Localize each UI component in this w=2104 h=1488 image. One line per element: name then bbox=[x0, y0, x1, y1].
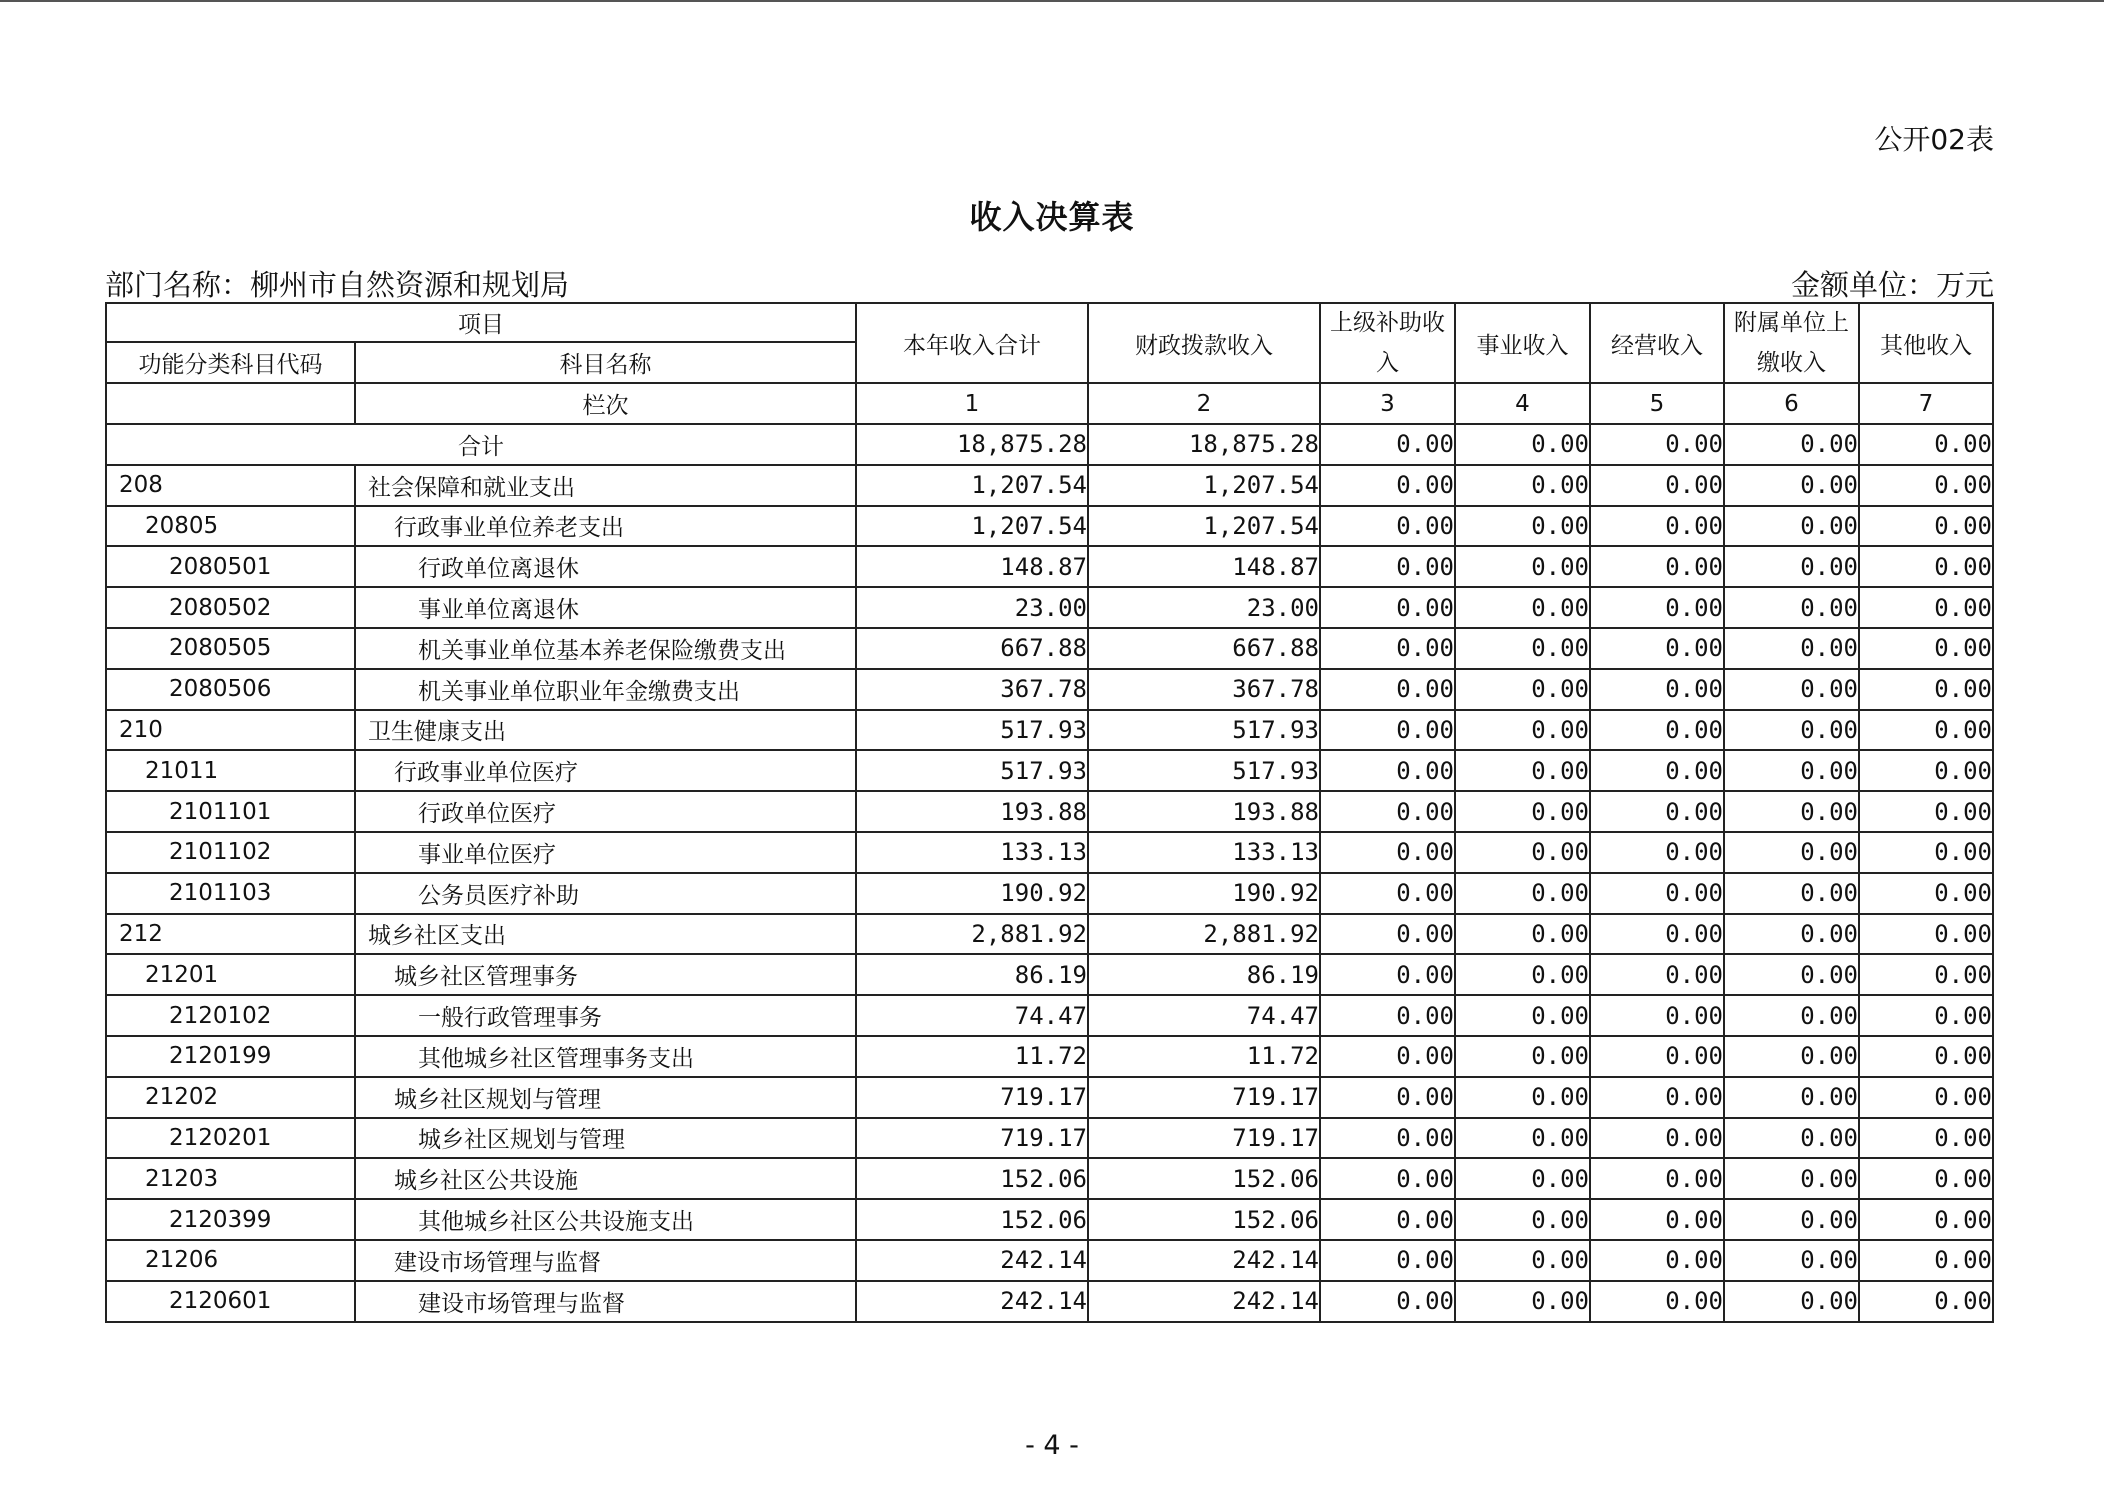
row-other-income: 0.00 bbox=[1860, 629, 1994, 670]
department-name: 部门名称：柳州市自然资源和规划局 bbox=[105, 268, 570, 302]
row-business-income: 0.00 bbox=[1456, 1159, 1591, 1200]
row-affiliate-income: 0.00 bbox=[1725, 507, 1860, 548]
row-affiliate-income: 0.00 bbox=[1725, 547, 1860, 588]
row-business-income: 0.00 bbox=[1456, 792, 1591, 833]
row-other-income: 0.00 bbox=[1860, 1282, 1994, 1323]
row-other-income: 0.00 bbox=[1860, 670, 1994, 711]
row-operating-income: 0.00 bbox=[1591, 670, 1725, 711]
row-business-income: 0.00 bbox=[1456, 955, 1591, 996]
row-other-income: 0.00 bbox=[1860, 955, 1994, 996]
row-other-income: 0.00 bbox=[1860, 588, 1994, 629]
row-business-income: 0.00 bbox=[1456, 915, 1591, 956]
row-business-income: 0.00 bbox=[1456, 1200, 1591, 1241]
row-superior-subsidy: 0.00 bbox=[1321, 955, 1456, 996]
row-superior-subsidy: 0.00 bbox=[1321, 1282, 1456, 1323]
row-business-income: 0.00 bbox=[1456, 507, 1591, 548]
row-affiliate-income: 0.00 bbox=[1725, 1200, 1860, 1241]
row-total-income: 1,207.54 bbox=[857, 507, 1089, 548]
row-name: 城乡社区管理事务 bbox=[356, 955, 857, 996]
row-total-income: 133.13 bbox=[857, 833, 1089, 874]
row-affiliate-income: 0.00 bbox=[1725, 996, 1860, 1037]
row-superior-subsidy: 0.00 bbox=[1321, 874, 1456, 915]
row-name: 公务员医疗补助 bbox=[356, 874, 857, 915]
total-affiliate-income: 0.00 bbox=[1725, 425, 1860, 466]
row-fiscal-appropriation: 367.78 bbox=[1089, 670, 1321, 711]
header-code: 功能分类科目代码 bbox=[105, 343, 356, 384]
row-total-income: 2,881.92 bbox=[857, 915, 1089, 956]
row-code: 2120399 bbox=[105, 1200, 356, 1241]
row-total-income: 23.00 bbox=[857, 588, 1089, 629]
row-superior-subsidy: 0.00 bbox=[1321, 466, 1456, 507]
total-other-income: 0.00 bbox=[1860, 425, 1994, 466]
row-name: 事业单位医疗 bbox=[356, 833, 857, 874]
row-superior-subsidy: 0.00 bbox=[1321, 629, 1456, 670]
row-operating-income: 0.00 bbox=[1591, 996, 1725, 1037]
row-business-income: 0.00 bbox=[1456, 711, 1591, 752]
row-code: 210 bbox=[105, 711, 356, 752]
row-name: 机关事业单位职业年金缴费支出 bbox=[356, 670, 857, 711]
row-code: 20805 bbox=[105, 507, 356, 548]
row-code: 21011 bbox=[105, 751, 356, 792]
row-code: 212 bbox=[105, 915, 356, 956]
row-operating-income: 0.00 bbox=[1591, 1119, 1725, 1160]
row-superior-subsidy: 0.00 bbox=[1321, 833, 1456, 874]
row-code: 21201 bbox=[105, 955, 356, 996]
row-operating-income: 0.00 bbox=[1591, 874, 1725, 915]
row-fiscal-appropriation: 242.14 bbox=[1089, 1282, 1321, 1323]
row-total-income: 86.19 bbox=[857, 955, 1089, 996]
row-code: 21202 bbox=[105, 1078, 356, 1119]
row-superior-subsidy: 0.00 bbox=[1321, 1119, 1456, 1160]
row-superior-subsidy: 0.00 bbox=[1321, 1200, 1456, 1241]
header-operating-income: 经营收入 bbox=[1591, 302, 1725, 384]
row-code: 21206 bbox=[105, 1241, 356, 1282]
row-name: 行政单位离退休 bbox=[356, 547, 857, 588]
seq-number: 1 bbox=[857, 384, 1089, 425]
row-business-income: 0.00 bbox=[1456, 1119, 1591, 1160]
row-operating-income: 0.00 bbox=[1591, 833, 1725, 874]
row-name: 行政单位医疗 bbox=[356, 792, 857, 833]
row-name: 卫生健康支出 bbox=[356, 711, 857, 752]
amount-unit: 金额单位：万元 bbox=[1790, 268, 1994, 302]
row-operating-income: 0.00 bbox=[1591, 1282, 1725, 1323]
page-title: 收入决算表 bbox=[969, 198, 1135, 236]
total-superior-subsidy: 0.00 bbox=[1321, 425, 1456, 466]
row-other-income: 0.00 bbox=[1860, 507, 1994, 548]
row-fiscal-appropriation: 152.06 bbox=[1089, 1159, 1321, 1200]
row-fiscal-appropriation: 86.19 bbox=[1089, 955, 1321, 996]
row-affiliate-income: 0.00 bbox=[1725, 1037, 1860, 1078]
row-business-income: 0.00 bbox=[1456, 1078, 1591, 1119]
row-total-income: 190.92 bbox=[857, 874, 1089, 915]
row-affiliate-income: 0.00 bbox=[1725, 629, 1860, 670]
row-superior-subsidy: 0.00 bbox=[1321, 1078, 1456, 1119]
row-affiliate-income: 0.00 bbox=[1725, 711, 1860, 752]
row-superior-subsidy: 0.00 bbox=[1321, 1159, 1456, 1200]
row-affiliate-income: 0.00 bbox=[1725, 1078, 1860, 1119]
row-affiliate-income: 0.00 bbox=[1725, 955, 1860, 996]
row-total-income: 367.78 bbox=[857, 670, 1089, 711]
row-fiscal-appropriation: 74.47 bbox=[1089, 996, 1321, 1037]
row-fiscal-appropriation: 152.06 bbox=[1089, 1200, 1321, 1241]
row-affiliate-income: 0.00 bbox=[1725, 792, 1860, 833]
row-fiscal-appropriation: 148.87 bbox=[1089, 547, 1321, 588]
header-project: 项目 bbox=[105, 302, 857, 343]
row-other-income: 0.00 bbox=[1860, 915, 1994, 956]
row-fiscal-appropriation: 517.93 bbox=[1089, 751, 1321, 792]
row-affiliate-income: 0.00 bbox=[1725, 915, 1860, 956]
row-affiliate-income: 0.00 bbox=[1725, 1119, 1860, 1160]
row-operating-income: 0.00 bbox=[1591, 1200, 1725, 1241]
row-other-income: 0.00 bbox=[1860, 833, 1994, 874]
row-affiliate-income: 0.00 bbox=[1725, 751, 1860, 792]
seq-number: 2 bbox=[1089, 384, 1321, 425]
row-code: 208 bbox=[105, 466, 356, 507]
row-business-income: 0.00 bbox=[1456, 670, 1591, 711]
row-business-income: 0.00 bbox=[1456, 833, 1591, 874]
row-code: 2120601 bbox=[105, 1282, 356, 1323]
row-code: 2120102 bbox=[105, 996, 356, 1037]
row-business-income: 0.00 bbox=[1456, 629, 1591, 670]
row-name: 行政事业单位医疗 bbox=[356, 751, 857, 792]
row-name: 城乡社区规划与管理 bbox=[356, 1119, 857, 1160]
row-total-income: 667.88 bbox=[857, 629, 1089, 670]
row-fiscal-appropriation: 23.00 bbox=[1089, 588, 1321, 629]
row-name: 其他城乡社区管理事务支出 bbox=[356, 1037, 857, 1078]
seq-number: 7 bbox=[1860, 384, 1994, 425]
row-name: 建设市场管理与监督 bbox=[356, 1282, 857, 1323]
row-operating-income: 0.00 bbox=[1591, 466, 1725, 507]
row-code: 2080506 bbox=[105, 670, 356, 711]
row-business-income: 0.00 bbox=[1456, 466, 1591, 507]
total-business-income: 0.00 bbox=[1456, 425, 1591, 466]
row-other-income: 0.00 bbox=[1860, 1200, 1994, 1241]
header-other-income: 其他收入 bbox=[1860, 302, 1994, 384]
row-operating-income: 0.00 bbox=[1591, 1037, 1725, 1078]
seq-blank bbox=[105, 384, 356, 425]
total-operating-income: 0.00 bbox=[1591, 425, 1725, 466]
seq-number: 6 bbox=[1725, 384, 1860, 425]
row-total-income: 517.93 bbox=[857, 711, 1089, 752]
row-fiscal-appropriation: 517.93 bbox=[1089, 711, 1321, 752]
row-business-income: 0.00 bbox=[1456, 1282, 1591, 1323]
seq-number: 5 bbox=[1591, 384, 1725, 425]
row-operating-income: 0.00 bbox=[1591, 711, 1725, 752]
top-border bbox=[0, 0, 2104, 2]
page-number: - 4 - bbox=[1025, 1430, 1079, 1461]
row-affiliate-income: 0.00 bbox=[1725, 1159, 1860, 1200]
row-total-income: 1,207.54 bbox=[857, 466, 1089, 507]
row-operating-income: 0.00 bbox=[1591, 507, 1725, 548]
row-superior-subsidy: 0.00 bbox=[1321, 1037, 1456, 1078]
total-label: 合计 bbox=[105, 425, 857, 466]
row-operating-income: 0.00 bbox=[1591, 547, 1725, 588]
row-other-income: 0.00 bbox=[1860, 1159, 1994, 1200]
row-code: 2120199 bbox=[105, 1037, 356, 1078]
header-superior-subsidy: 上级补助收入 bbox=[1321, 302, 1456, 384]
row-other-income: 0.00 bbox=[1860, 792, 1994, 833]
row-total-income: 11.72 bbox=[857, 1037, 1089, 1078]
row-other-income: 0.00 bbox=[1860, 1078, 1994, 1119]
form-code: 公开02表 bbox=[1874, 123, 1994, 156]
row-total-income: 148.87 bbox=[857, 547, 1089, 588]
row-operating-income: 0.00 bbox=[1591, 1078, 1725, 1119]
row-name: 城乡社区公共设施 bbox=[356, 1159, 857, 1200]
row-business-income: 0.00 bbox=[1456, 547, 1591, 588]
row-operating-income: 0.00 bbox=[1591, 629, 1725, 670]
row-other-income: 0.00 bbox=[1860, 711, 1994, 752]
header-fiscal-appropriation: 财政拨款收入 bbox=[1089, 302, 1321, 384]
row-affiliate-income: 0.00 bbox=[1725, 466, 1860, 507]
row-affiliate-income: 0.00 bbox=[1725, 833, 1860, 874]
row-total-income: 517.93 bbox=[857, 751, 1089, 792]
row-business-income: 0.00 bbox=[1456, 1037, 1591, 1078]
income-table bbox=[105, 302, 1994, 1325]
row-other-income: 0.00 bbox=[1860, 996, 1994, 1037]
row-business-income: 0.00 bbox=[1456, 588, 1591, 629]
row-other-income: 0.00 bbox=[1860, 547, 1994, 588]
row-fiscal-appropriation: 133.13 bbox=[1089, 833, 1321, 874]
row-superior-subsidy: 0.00 bbox=[1321, 588, 1456, 629]
header-name: 科目名称 bbox=[356, 343, 857, 384]
row-name: 城乡社区规划与管理 bbox=[356, 1078, 857, 1119]
row-name: 其他城乡社区公共设施支出 bbox=[356, 1200, 857, 1241]
row-operating-income: 0.00 bbox=[1591, 1241, 1725, 1282]
row-code: 2080501 bbox=[105, 547, 356, 588]
row-fiscal-appropriation: 193.88 bbox=[1089, 792, 1321, 833]
row-superior-subsidy: 0.00 bbox=[1321, 915, 1456, 956]
row-name: 社会保障和就业支出 bbox=[356, 466, 857, 507]
row-fiscal-appropriation: 719.17 bbox=[1089, 1078, 1321, 1119]
total-total-income: 18,875.28 bbox=[857, 425, 1089, 466]
row-name: 一般行政管理事务 bbox=[356, 996, 857, 1037]
row-business-income: 0.00 bbox=[1456, 996, 1591, 1037]
row-name: 建设市场管理与监督 bbox=[356, 1241, 857, 1282]
row-total-income: 193.88 bbox=[857, 792, 1089, 833]
row-name: 行政事业单位养老支出 bbox=[356, 507, 857, 548]
row-total-income: 74.47 bbox=[857, 996, 1089, 1037]
row-code: 2101101 bbox=[105, 792, 356, 833]
row-fiscal-appropriation: 1,207.54 bbox=[1089, 466, 1321, 507]
row-operating-income: 0.00 bbox=[1591, 915, 1725, 956]
row-business-income: 0.00 bbox=[1456, 874, 1591, 915]
row-business-income: 0.00 bbox=[1456, 1241, 1591, 1282]
row-business-income: 0.00 bbox=[1456, 751, 1591, 792]
row-superior-subsidy: 0.00 bbox=[1321, 792, 1456, 833]
row-affiliate-income: 0.00 bbox=[1725, 1241, 1860, 1282]
row-superior-subsidy: 0.00 bbox=[1321, 751, 1456, 792]
row-fiscal-appropriation: 719.17 bbox=[1089, 1119, 1321, 1160]
row-other-income: 0.00 bbox=[1860, 874, 1994, 915]
row-affiliate-income: 0.00 bbox=[1725, 1282, 1860, 1323]
header-affiliate-income: 附属单位上缴收入 bbox=[1725, 302, 1860, 384]
row-other-income: 0.00 bbox=[1860, 751, 1994, 792]
seq-number: 4 bbox=[1456, 384, 1591, 425]
row-total-income: 719.17 bbox=[857, 1119, 1089, 1160]
row-code: 2101103 bbox=[105, 874, 356, 915]
row-other-income: 0.00 bbox=[1860, 466, 1994, 507]
row-total-income: 152.06 bbox=[857, 1200, 1089, 1241]
row-other-income: 0.00 bbox=[1860, 1119, 1994, 1160]
row-operating-income: 0.00 bbox=[1591, 792, 1725, 833]
row-other-income: 0.00 bbox=[1860, 1241, 1994, 1282]
seq-number: 3 bbox=[1321, 384, 1456, 425]
row-name: 城乡社区支出 bbox=[356, 915, 857, 956]
row-fiscal-appropriation: 11.72 bbox=[1089, 1037, 1321, 1078]
row-code: 2080502 bbox=[105, 588, 356, 629]
row-total-income: 242.14 bbox=[857, 1241, 1089, 1282]
row-fiscal-appropriation: 667.88 bbox=[1089, 629, 1321, 670]
row-operating-income: 0.00 bbox=[1591, 1159, 1725, 1200]
header-business-income: 事业收入 bbox=[1456, 302, 1591, 384]
row-name: 事业单位离退休 bbox=[356, 588, 857, 629]
row-affiliate-income: 0.00 bbox=[1725, 874, 1860, 915]
row-code: 2080505 bbox=[105, 629, 356, 670]
row-code: 2120201 bbox=[105, 1119, 356, 1160]
row-fiscal-appropriation: 190.92 bbox=[1089, 874, 1321, 915]
row-operating-income: 0.00 bbox=[1591, 588, 1725, 629]
row-other-income: 0.00 bbox=[1860, 1037, 1994, 1078]
row-superior-subsidy: 0.00 bbox=[1321, 1241, 1456, 1282]
seq-label: 栏次 bbox=[356, 384, 857, 425]
row-fiscal-appropriation: 242.14 bbox=[1089, 1241, 1321, 1282]
row-fiscal-appropriation: 1,207.54 bbox=[1089, 507, 1321, 548]
row-total-income: 152.06 bbox=[857, 1159, 1089, 1200]
row-code: 21203 bbox=[105, 1159, 356, 1200]
row-total-income: 719.17 bbox=[857, 1078, 1089, 1119]
total-fiscal-appropriation: 18,875.28 bbox=[1089, 425, 1321, 466]
row-operating-income: 0.00 bbox=[1591, 955, 1725, 996]
row-code: 2101102 bbox=[105, 833, 356, 874]
row-superior-subsidy: 0.00 bbox=[1321, 507, 1456, 548]
row-superior-subsidy: 0.00 bbox=[1321, 547, 1456, 588]
row-total-income: 242.14 bbox=[857, 1282, 1089, 1323]
row-affiliate-income: 0.00 bbox=[1725, 670, 1860, 711]
row-operating-income: 0.00 bbox=[1591, 751, 1725, 792]
row-superior-subsidy: 0.00 bbox=[1321, 996, 1456, 1037]
row-superior-subsidy: 0.00 bbox=[1321, 670, 1456, 711]
header-total-income: 本年收入合计 bbox=[857, 302, 1089, 384]
row-name: 机关事业单位基本养老保险缴费支出 bbox=[356, 629, 857, 670]
row-fiscal-appropriation: 2,881.92 bbox=[1089, 915, 1321, 956]
row-affiliate-income: 0.00 bbox=[1725, 588, 1860, 629]
row-superior-subsidy: 0.00 bbox=[1321, 711, 1456, 752]
